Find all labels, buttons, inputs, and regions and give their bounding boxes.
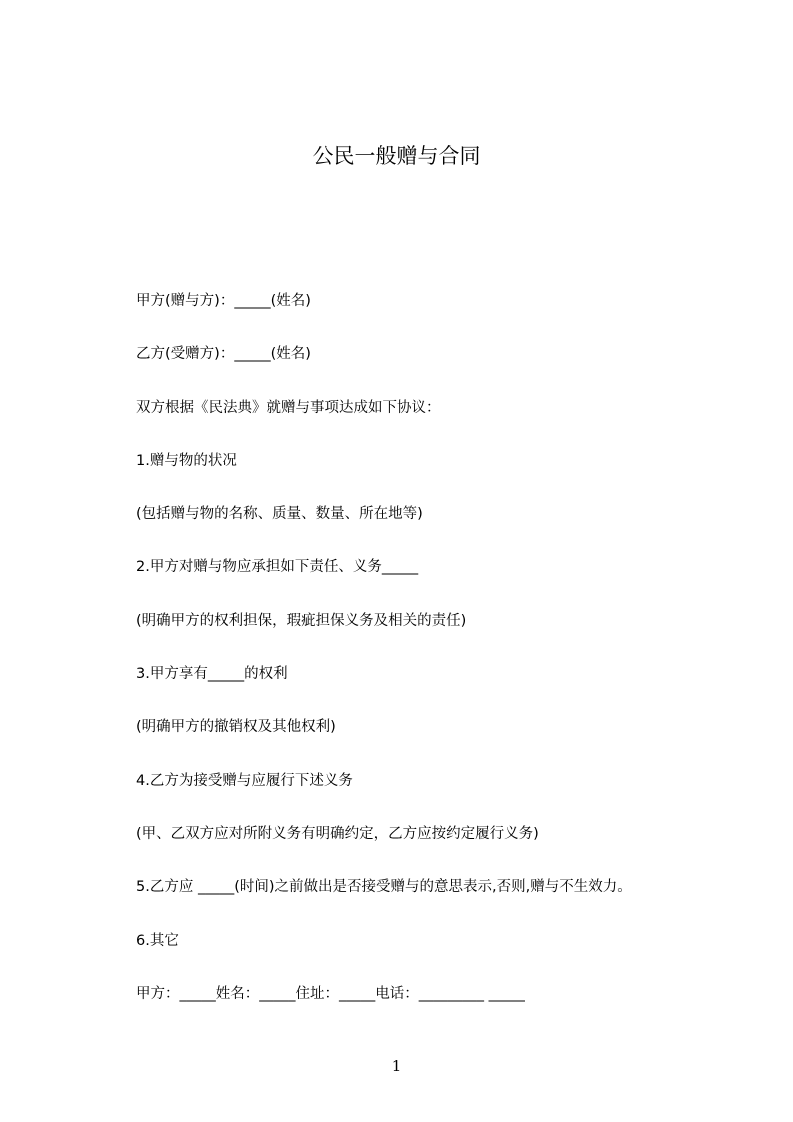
clause-5-text: 5.乙方应 _____(时间)之前做出是否接受赠与的意思表示,否则,赠与不生效力。 bbox=[136, 879, 632, 895]
page-number: 1 bbox=[391, 1057, 402, 1075]
document-title: 公民一般赠与合同 bbox=[312, 144, 481, 168]
clause-3-heading: 3.甲方享有_____的权利 bbox=[136, 666, 288, 682]
clause-4-note: (甲、乙双方应对所附义务有明确约定，乙方应按约定履行义务) bbox=[136, 826, 539, 842]
party-b-line: 乙方(受赠方)：_____(姓名) bbox=[136, 346, 311, 362]
agreement-intro: 双方根据《民法典》就赠与事项达成如下协议： bbox=[136, 400, 441, 416]
signature-line-party-a: 甲方：_____姓名：_____住址：_____电话：_________ _____ bbox=[136, 986, 525, 1002]
clause-1-note: (包括赠与物的名称、质量、数量、所在地等) bbox=[136, 506, 423, 522]
clause-4-heading: 4.乙方为接受赠与应履行下述义务 bbox=[136, 773, 353, 789]
clause-3-note: (明确甲方的撤销权及其他权利) bbox=[136, 719, 336, 735]
clause-1-heading: 1.赠与物的状况 bbox=[136, 453, 237, 469]
clause-2-note: (明确甲方的权利担保，瑕疵担保义务及相关的责任) bbox=[136, 613, 467, 629]
clause-2-heading: 2.甲方对赠与物应承担如下责任、义务_____ bbox=[136, 559, 419, 575]
party-a-line: 甲方(赠与方)：_____(姓名) bbox=[136, 293, 311, 309]
clause-6-heading: 6.其它 bbox=[136, 933, 179, 949]
